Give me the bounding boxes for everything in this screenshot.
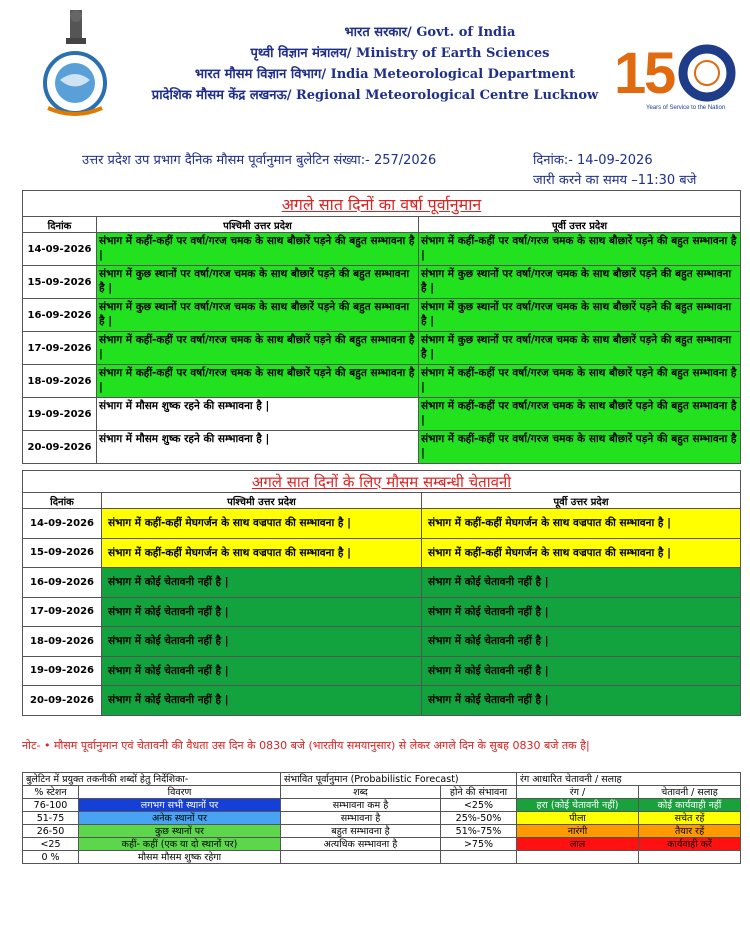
warning-row: [23, 656, 741, 686]
legend-color: हरा (कोई चेतावनी नहीं): [517, 799, 639, 812]
rain-east-forecast: संभाग में कुछ स्थानों पर वर्षा/गरज चमक के साथ बौछारें पड़ने की बहुत सम्भावना है |: [419, 299, 741, 332]
legend-advice: तैयार रहें: [639, 825, 741, 838]
rain-west-forecast: संभाग में कहीं-कहीं पर वर्षा/गरज चमक के साथ बौछारें पड़ने की बहुत सम्भावना है |: [97, 233, 419, 266]
warning-date: 20-09-2026: [23, 686, 102, 716]
svg-text:5: 5: [644, 41, 677, 106]
bulletin-info: [0, 148, 750, 188]
warning-date: 17-09-2026: [23, 597, 102, 627]
legend-advice: [639, 851, 741, 864]
warning-date: 14-09-2026: [23, 509, 102, 539]
warning-east: संभाग में कोई चेतावनी नहीं है |: [422, 597, 741, 627]
warning-date: 18-09-2026: [23, 627, 102, 657]
rain-forecast-row: [23, 398, 741, 431]
rain-forecast-row: [23, 266, 741, 299]
legend-color: लाल: [517, 838, 639, 851]
legend-advice: कार्यवाही करें: [639, 838, 741, 851]
rain-west-forecast: संभाग में मौसम शुष्क रहने की सम्भावना है |: [97, 431, 419, 464]
rain-forecast-table: [22, 190, 741, 464]
rain-date: 17-09-2026: [23, 332, 97, 365]
rain-west-forecast: संभाग में कहीं-कहीं पर वर्षा/गरज चमक के साथ बौछारें पड़ने की बहुत सम्भावना है |: [97, 332, 419, 365]
legend-h-color: रंग /: [517, 786, 639, 799]
header-line-ministry: पृथ्वी विज्ञान मंत्रालय/ Ministry of Earth Sciences: [250, 46, 550, 61]
warning-row: [23, 538, 741, 568]
legend-prob: 25%-50%: [441, 812, 517, 825]
legend-row: [23, 799, 741, 812]
warning-west: संभाग में कहीं-कहीं मेघगर्जन के साथ वज्रपात की सम्भावना है |: [102, 509, 422, 539]
warn-col-east: पूर्वी उत्तर प्रदेश: [422, 493, 741, 509]
legend-desc: अनेक स्थानों पर: [79, 812, 281, 825]
legend-color: पीला: [517, 812, 639, 825]
rain-forecast-row: [23, 299, 741, 332]
legend-prob: [441, 851, 517, 864]
legend-row: [23, 838, 741, 851]
warning-east: संभाग में कोई चेतावनी नहीं है |: [422, 656, 741, 686]
legend-pct: 26-50: [23, 825, 79, 838]
legend-table: [22, 772, 741, 864]
warning-east: संभाग में कहीं-कहीं मेघगर्जन के साथ वज्रपात की सम्भावना है |: [422, 538, 741, 568]
warning-date: 19-09-2026: [23, 656, 102, 686]
rain-col-west: पश्चिमी उत्तर प्रदेश: [97, 217, 419, 233]
warn-col-west: पश्चिमी उत्तर प्रदेश: [102, 493, 422, 509]
legend-desc: कहीं- कहीं (एक या दो स्थानों पर): [79, 838, 281, 851]
warning-table: [22, 470, 741, 716]
rain-date: 20-09-2026: [23, 431, 97, 464]
bulletin-title: उत्तर प्रदेश उप प्रभाग दैनिक मौसम पूर्वानुमान बुलेटिन संख्या:- 257/2026: [82, 153, 437, 168]
legend-row: [23, 825, 741, 838]
rain-west-forecast: संभाग में मौसम शुष्क रहने की सम्भावना है |: [97, 398, 419, 431]
legend-word: [281, 851, 441, 864]
warning-row: [23, 509, 741, 539]
rain-date: 16-09-2026: [23, 299, 97, 332]
legend-pct: 51-75: [23, 812, 79, 825]
rain-forecast-row: [23, 431, 741, 464]
legend-advice: सचेत रहें: [639, 812, 741, 825]
legend-desc: कुछ स्थानों पर: [79, 825, 281, 838]
warning-row: [23, 568, 741, 598]
warning-title: अगले सात दिनों के लिए मौसम सम्बन्धी चेतावनी: [23, 471, 741, 493]
svg-text:1: 1: [614, 41, 647, 106]
imd-150-years-logo: [612, 35, 742, 115]
rain-col-east: पूर्वी उत्तर प्रदेश: [419, 217, 741, 233]
rain-west-forecast: संभाग में कुछ स्थानों पर वर्षा/गरज चमक के साथ बौछारें पड़ने की बहुत सम्भावना है |: [97, 299, 419, 332]
legend-desc: लगभग सभी स्थानों पर: [79, 799, 281, 812]
legend-word: अत्यधिक सम्भावना है: [281, 838, 441, 851]
legend-prob: <25%: [441, 799, 517, 812]
warning-west: संभाग में कोई चेतावनी नहीं है |: [102, 597, 422, 627]
legend-word: सम्भावना है: [281, 812, 441, 825]
rain-west-forecast: संभाग में कहीं-कहीं पर वर्षा/गरज चमक के साथ बौछारें पड़ने की बहुत सम्भावना है |: [97, 365, 419, 398]
rain-east-forecast: संभाग में कुछ स्थानों पर वर्षा/गरज चमक के साथ बौछारें पड़ने की बहुत सम्भावना है |: [419, 332, 741, 365]
header: [0, 0, 750, 140]
legend-h-prob: होने की संभावना: [441, 786, 517, 799]
warn-col-date: दिनांक: [23, 493, 102, 509]
validity-note: नोट- • मौसम पूर्वानुमान एवं चेतावनी की वैधता उस दिन के 0830 बजे (भारतीय समयानुसार) से लेकर अगले दिन के सुबह 0830 बजे तक है|: [22, 739, 590, 752]
rain-date: 18-09-2026: [23, 365, 97, 398]
warning-west: संभाग में कोई चेतावनी नहीं है |: [102, 627, 422, 657]
legend-advice: कोई कार्यवाही नहीं: [639, 799, 741, 812]
rain-east-forecast: संभाग में कहीं-कहीं पर वर्षा/गरज चमक के साथ बौछारें पड़ने की बहुत सम्भावना है |: [419, 233, 741, 266]
warning-east: संभाग में कहीं-कहीं मेघगर्जन के साथ वज्रपात की सम्भावना है |: [422, 509, 741, 539]
legend-h-advice: चेतावनी / सलाह: [639, 786, 741, 799]
bulletin-date: दिनांक:- 14-09-2026: [533, 153, 653, 168]
legend-guide-title: बुलेटिन में प्रयुक्त तकनीकी शब्दों हेतु निर्देशिका-: [23, 773, 281, 786]
legend-pct: 0 %: [23, 851, 79, 864]
rain-forecast-title: अगले सात दिनों का वर्षा पूर्वानुमान: [23, 191, 741, 217]
rain-east-forecast: संभाग में कहीं-कहीं पर वर्षा/गरज चमक के साथ बौछारें पड़ने की बहुत सम्भावना है |: [419, 365, 741, 398]
rain-west-forecast: संभाग में कुछ स्थानों पर वर्षा/गरज चमक के साथ बौछारें पड़ने की बहुत सम्भावना है |: [97, 266, 419, 299]
legend-prob: >75%: [441, 838, 517, 851]
bulletin-issue-time: जारी करने का समय –11:30 बजे: [533, 173, 697, 188]
svg-text:Years of Service to the Nation: Years of Service to the Nation: [646, 105, 726, 111]
warning-west: संभाग में कोई चेतावनी नहीं है |: [102, 656, 422, 686]
legend-row: [23, 851, 741, 864]
legend-color: [517, 851, 639, 864]
rain-forecast-row: [23, 365, 741, 398]
rain-east-forecast: संभाग में कहीं-कहीं पर वर्षा/गरज चमक के साथ बौछारें पड़ने की बहुत सम्भावना है |: [419, 398, 741, 431]
header-text: [140, 22, 610, 106]
warning-east: संभाग में कोई चेतावनी नहीं है |: [422, 627, 741, 657]
legend-color-title: रंग आधारित चेतावनी / सलाह: [517, 773, 741, 786]
legend-color: नारंगी: [517, 825, 639, 838]
rain-date: 14-09-2026: [23, 233, 97, 266]
warning-west: संभाग में कोई चेतावनी नहीं है |: [102, 686, 422, 716]
header-line-govt: भारत सरकार/ Govt. of India: [344, 25, 516, 40]
header-line-rmc: प्रादेशिक मौसम केंद्र लखनऊ/ Regional Meteorological Centre Lucknow: [151, 88, 599, 103]
legend-h-station: % स्टेशन: [23, 786, 79, 799]
legend-prob-title: संभावित पूर्वानुमान (Probabilistic Forecast): [281, 773, 517, 786]
warning-date: 15-09-2026: [23, 538, 102, 568]
warning-west: संभाग में कहीं-कहीं मेघगर्जन के साथ वज्रपात की सम्भावना है |: [102, 538, 422, 568]
warning-east: संभाग में कोई चेतावनी नहीं है |: [422, 568, 741, 598]
legend-prob: 51%-75%: [441, 825, 517, 838]
national-emblem-icon: [40, 8, 110, 123]
warning-row: [23, 627, 741, 657]
legend-h-word: शब्द: [281, 786, 441, 799]
warning-date: 16-09-2026: [23, 568, 102, 598]
legend-row: [23, 812, 741, 825]
rain-forecast-row: [23, 233, 741, 266]
rain-forecast-row: [23, 332, 741, 365]
rain-date: 19-09-2026: [23, 398, 97, 431]
warning-row: [23, 686, 741, 716]
legend-pct: 76-100: [23, 799, 79, 812]
rain-col-date: दिनांक: [23, 217, 97, 233]
warning-west: संभाग में कोई चेतावनी नहीं है |: [102, 568, 422, 598]
legend-word: सम्भावना कम है: [281, 799, 441, 812]
legend-pct: <25: [23, 838, 79, 851]
legend-h-desc: विवरण: [79, 786, 281, 799]
legend-desc: मौसम मौसम शुष्क रहेगा: [79, 851, 281, 864]
legend-word: बहुत सम्भावना है: [281, 825, 441, 838]
warning-row: [23, 597, 741, 627]
header-line-imd: भारत मौसम विज्ञान विभाग/ India Meteorological Department: [194, 67, 576, 82]
rain-date: 15-09-2026: [23, 266, 97, 299]
warning-east: संभाग में कोई चेतावनी नहीं है |: [422, 686, 741, 716]
rain-east-forecast: संभाग में कुछ स्थानों पर वर्षा/गरज चमक के साथ बौछारें पड़ने की बहुत सम्भावना है |: [419, 266, 741, 299]
rain-east-forecast: संभाग में कहीं-कहीं पर वर्षा/गरज चमक के साथ बौछारें पड़ने की बहुत सम्भावना है |: [419, 431, 741, 464]
